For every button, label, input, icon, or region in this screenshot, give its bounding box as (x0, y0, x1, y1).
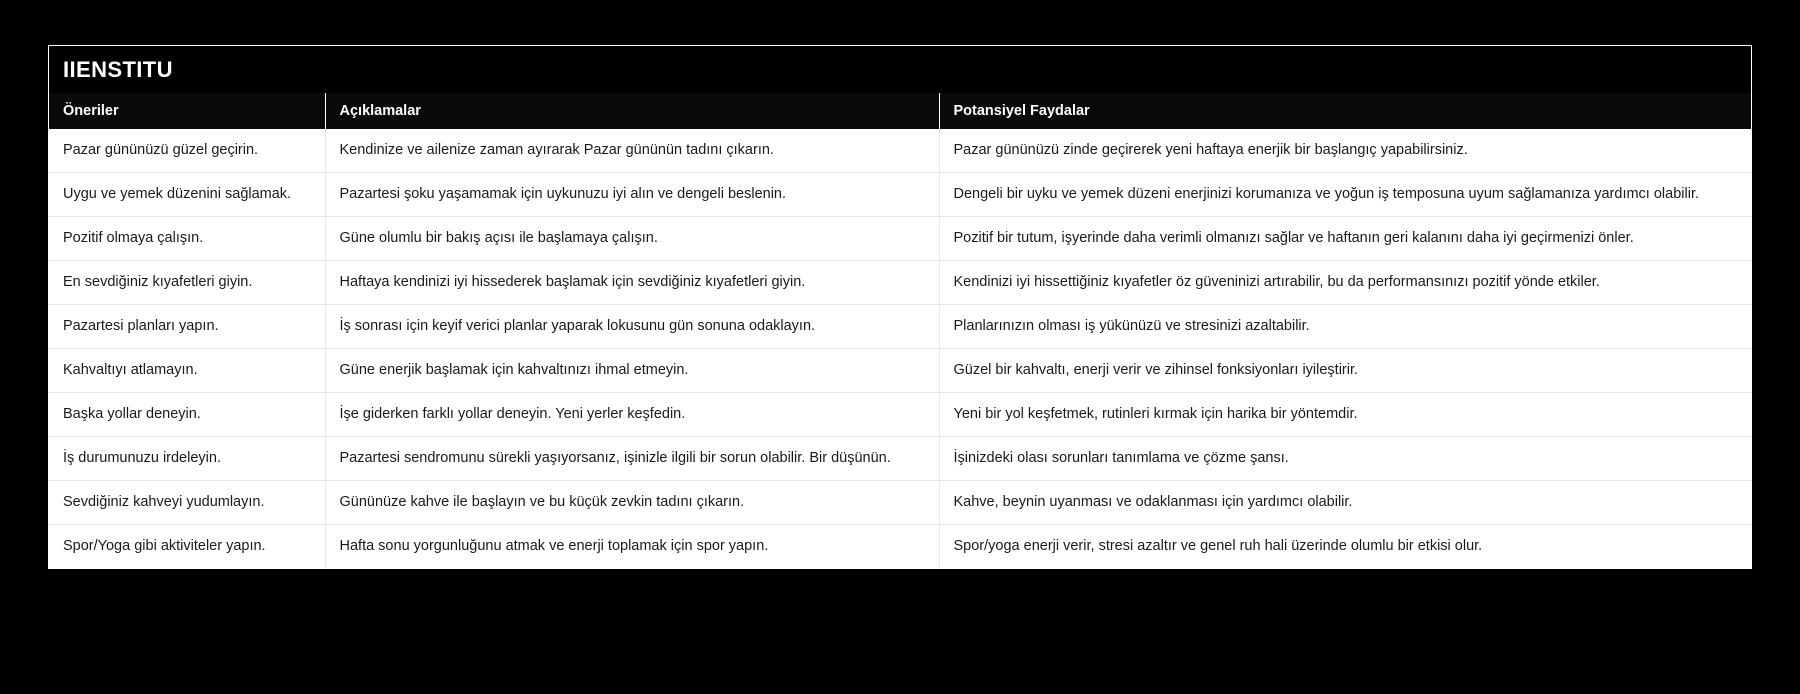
cell-fayda: Dengeli bir uyku ve yemek düzeni enerjinizi korumanıza ve yoğun iş temposuna uyum sağlamanıza yardımcı olabilir. (939, 173, 1751, 217)
cell-aciklama: Güne olumlu bir bakış açısı ile başlamaya çalışın. (325, 217, 939, 261)
cell-aciklama: İş sonrası için keyif verici planlar yaparak lokusunu gün sonuna odaklayın. (325, 305, 939, 349)
cell-oneri: En sevdiğiniz kıyafetleri giyin. (49, 261, 325, 305)
cell-aciklama: Haftaya kendinizi iyi hissederek başlamak için sevdiğiniz kıyafetleri giyin. (325, 261, 939, 305)
table-row (49, 261, 1751, 305)
table-header-row (49, 93, 1751, 129)
cell-aciklama: Gününüze kahve ile başlayın ve bu küçük zevkin tadını çıkarın. (325, 481, 939, 525)
column-header-oneriler: Öneriler (49, 93, 325, 129)
cell-fayda: İşinizdeki olası sorunları tanımlama ve çözme şansı. (939, 437, 1751, 481)
table-body (49, 129, 1751, 568)
cell-fayda: Kendinizi iyi hissettiğiniz kıyafetler öz güveninizi artırabilir, bu da performansınızı pozitif yönde etkiler. (939, 261, 1751, 305)
cell-oneri: Uygu ve yemek düzenini sağlamak. (49, 173, 325, 217)
brand-title: IIENSTITU (63, 56, 173, 82)
column-header-potansiyel-faydalar: Potansiyel Faydalar (939, 93, 1751, 129)
cell-aciklama: İşe giderken farklı yollar deneyin. Yeni yerler keşfedin. (325, 393, 939, 437)
table-head (49, 93, 1751, 129)
cell-fayda: Pozitif bir tutum, işyerinde daha verimli olmanızı sağlar ve haftanın geri kalanını daha iyi geçirmenizi önler. (939, 217, 1751, 261)
recommendations-table (49, 93, 1751, 568)
cell-fayda: Kahve, beynin uyanması ve odaklanması için yardımcı olabilir. (939, 481, 1751, 525)
brand-header (49, 46, 1751, 93)
cell-oneri: Sevdiğiniz kahveyi yudumlayın. (49, 481, 325, 525)
cell-oneri: Spor/Yoga gibi aktiviteler yapın. (49, 525, 325, 569)
cell-oneri: Pazar gününüzü güzel geçirin. (49, 129, 325, 173)
cell-oneri: Başka yollar deneyin. (49, 393, 325, 437)
table-row (49, 437, 1751, 481)
cell-aciklama: Pazartesi sendromunu sürekli yaşıyorsanız, işinizle ilgili bir sorun olabilir. Bir düşünün. (325, 437, 939, 481)
cell-fayda: Pazar gününüzü zinde geçirerek yeni haftaya enerjik bir başlangıç yapabilirsiniz. (939, 129, 1751, 173)
cell-fayda: Yeni bir yol keşfetmek, rutinleri kırmak için harika bir yöntemdir. (939, 393, 1751, 437)
cell-aciklama: Hafta sonu yorgunluğunu atmak ve enerji toplamak için spor yapın. (325, 525, 939, 569)
cell-oneri: İş durumunuzu irdeleyin. (49, 437, 325, 481)
table-row (49, 129, 1751, 173)
cell-fayda: Planlarınızın olması iş yükünüzü ve stresinizi azaltabilir. (939, 305, 1751, 349)
table-row (49, 525, 1751, 569)
table-row (49, 217, 1751, 261)
table-row (49, 173, 1751, 217)
cell-aciklama: Kendinize ve ailenize zaman ayırarak Pazar gününün tadını çıkarın. (325, 129, 939, 173)
cell-fayda: Spor/yoga enerji verir, stresi azaltır ve genel ruh hali üzerinde olumlu bir etkisi olur. (939, 525, 1751, 569)
cell-oneri: Pazartesi planları yapın. (49, 305, 325, 349)
cell-aciklama: Güne enerjik başlamak için kahvaltınızı ihmal etmeyin. (325, 349, 939, 393)
recommendations-table-card (48, 45, 1752, 569)
table-row (49, 349, 1751, 393)
table-row (49, 393, 1751, 437)
cell-aciklama: Pazartesi şoku yaşamamak için uykunuzu iyi alın ve dengeli beslenin. (325, 173, 939, 217)
column-header-aciklamalar: Açıklamalar (325, 93, 939, 129)
table-row (49, 305, 1751, 349)
cell-fayda: Güzel bir kahvaltı, enerji verir ve zihinsel fonksiyonları iyileştirir. (939, 349, 1751, 393)
cell-oneri: Pozitif olmaya çalışın. (49, 217, 325, 261)
table-row (49, 481, 1751, 525)
cell-oneri: Kahvaltıyı atlamayın. (49, 349, 325, 393)
